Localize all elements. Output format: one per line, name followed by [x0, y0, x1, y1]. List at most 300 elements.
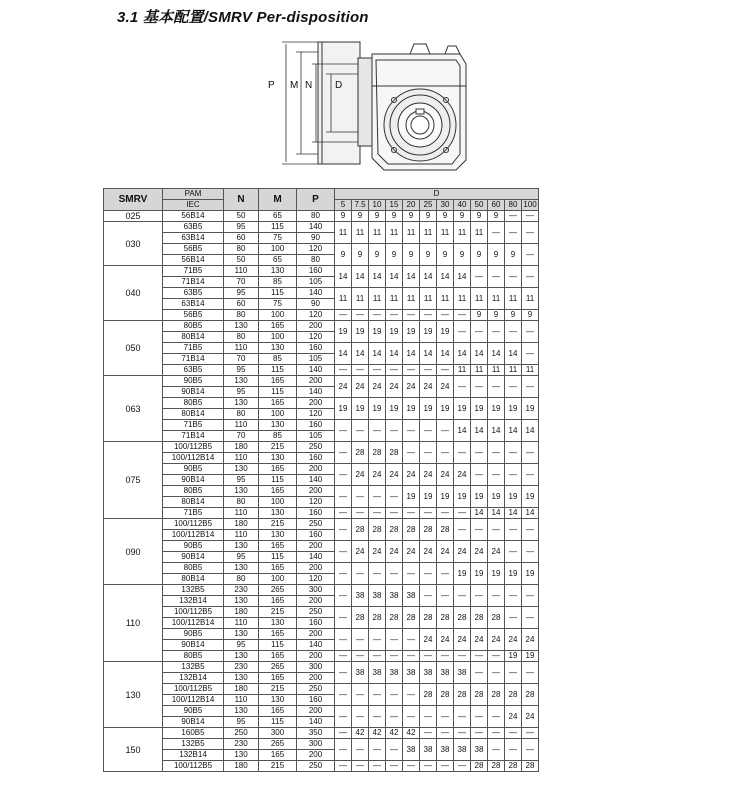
cell-d: 24 [454, 629, 471, 651]
cell-iec: 90B5 [163, 376, 224, 387]
cell-d: 11 [505, 288, 522, 310]
cell-d: 24 [420, 541, 437, 563]
cell-d: 24 [403, 541, 420, 563]
cell-iec: 80B14 [163, 574, 224, 585]
cell-n: 80 [224, 574, 259, 585]
cell-d: 9 [335, 211, 352, 222]
cell-d: 11 [403, 222, 420, 244]
cell-iec: 100/112B14 [163, 530, 224, 541]
cell-m: 265 [259, 662, 297, 673]
cell-d: 9 [403, 244, 420, 266]
cell-iec: 100/112B14 [163, 618, 224, 629]
cell-n: 95 [224, 640, 259, 651]
cell-p: 160 [297, 618, 335, 629]
cell-d: 11 [471, 365, 488, 376]
cell-d: 28 [352, 519, 369, 541]
cell-iec: 80B5 [163, 563, 224, 574]
cell-d: — [369, 706, 386, 728]
cell-d: 19 [403, 398, 420, 420]
cell-d: 9 [386, 211, 403, 222]
cell-d: — [369, 651, 386, 662]
cell-d: — [522, 464, 539, 486]
cell-d: 38 [369, 662, 386, 684]
cell-d: 9 [437, 244, 454, 266]
cell-d: — [437, 585, 454, 607]
cell-p: 140 [297, 717, 335, 728]
dim-label-p: P [268, 80, 275, 91]
cell-d: 19 [437, 398, 454, 420]
cell-iec: 71B5 [163, 420, 224, 431]
cell-n: 70 [224, 431, 259, 442]
cell-iec: 63B14 [163, 233, 224, 244]
cell-n: 130 [224, 673, 259, 684]
cell-d: 38 [386, 585, 403, 607]
table-row [104, 541, 539, 552]
cell-d: 19 [352, 398, 369, 420]
cell-p: 350 [297, 728, 335, 739]
header-ratio: 50 [471, 200, 488, 211]
cell-d: — [505, 662, 522, 684]
cell-iec: 132B14 [163, 673, 224, 684]
cell-d: 19 [403, 321, 420, 343]
cell-d: 9 [352, 244, 369, 266]
cell-d: — [522, 739, 539, 761]
cell-n: 80 [224, 310, 259, 321]
cell-p: 140 [297, 222, 335, 233]
cell-d: — [369, 310, 386, 321]
cell-d: — [505, 222, 522, 244]
cell-d: 24 [522, 629, 539, 651]
cell-d: 14 [471, 420, 488, 442]
cell-m: 265 [259, 585, 297, 596]
cell-d: — [369, 739, 386, 761]
cell-iec: 132B14 [163, 596, 224, 607]
cell-d: — [488, 519, 505, 541]
cell-d: — [335, 739, 352, 761]
cell-n: 130 [224, 706, 259, 717]
table-row [104, 376, 539, 387]
cell-p: 80 [297, 255, 335, 266]
cell-d: — [335, 519, 352, 541]
cell-d: — [403, 761, 420, 772]
table-row [104, 222, 539, 233]
cell-p: 140 [297, 640, 335, 651]
cell-d: — [335, 420, 352, 442]
cell-p: 200 [297, 750, 335, 761]
cell-n: 230 [224, 662, 259, 673]
cell-n: 130 [224, 486, 259, 497]
cell-d: — [437, 420, 454, 442]
cell-m: 65 [259, 255, 297, 266]
cell-d: — [522, 607, 539, 629]
cell-p: 300 [297, 739, 335, 750]
table-row [104, 629, 539, 640]
cell-d: — [488, 706, 505, 728]
cell-p: 250 [297, 442, 335, 453]
cell-p: 160 [297, 343, 335, 354]
cell-iec: 132B5 [163, 585, 224, 596]
cell-m: 130 [259, 695, 297, 706]
cell-p: 105 [297, 277, 335, 288]
cell-m: 215 [259, 519, 297, 530]
cell-m: 165 [259, 376, 297, 387]
cell-d: 14 [420, 266, 437, 288]
cell-d: 24 [505, 706, 522, 728]
cell-d: — [488, 376, 505, 398]
cell-p: 140 [297, 365, 335, 376]
cell-d: 28 [505, 761, 522, 772]
cell-d: — [437, 442, 454, 464]
cell-d: 14 [335, 343, 352, 365]
table-row [104, 343, 539, 354]
cell-d: 28 [420, 607, 437, 629]
header-ratio: 60 [488, 200, 505, 211]
cell-d: — [352, 651, 369, 662]
cell-d: — [335, 629, 352, 651]
cell-p: 120 [297, 332, 335, 343]
cell-iec: 63B5 [163, 365, 224, 376]
cell-d: 9 [335, 244, 352, 266]
cell-m: 85 [259, 354, 297, 365]
cell-d: — [454, 310, 471, 321]
cell-m: 300 [259, 728, 297, 739]
cell-d: 11 [386, 222, 403, 244]
cell-d: 24 [437, 376, 454, 398]
cell-p: 140 [297, 288, 335, 299]
cell-d: — [454, 728, 471, 739]
cell-d: — [420, 442, 437, 464]
cell-p: 200 [297, 541, 335, 552]
cell-p: 120 [297, 310, 335, 321]
cell-d: 11 [454, 365, 471, 376]
table-row [104, 519, 539, 530]
cell-iec: 90B14 [163, 552, 224, 563]
cell-d: 19 [335, 321, 352, 343]
cell-d: — [403, 684, 420, 706]
cell-d: — [335, 310, 352, 321]
cell-d: 9 [488, 211, 505, 222]
cell-n: 50 [224, 211, 259, 222]
cell-iec: 56B14 [163, 211, 224, 222]
cell-d: — [505, 739, 522, 761]
cell-d: 24 [386, 541, 403, 563]
cell-m: 65 [259, 211, 297, 222]
cell-iec: 160B5 [163, 728, 224, 739]
cell-d: 11 [386, 288, 403, 310]
cell-d: — [369, 761, 386, 772]
cell-d: 14 [386, 266, 403, 288]
cell-iec: 90B14 [163, 717, 224, 728]
cell-d: — [420, 585, 437, 607]
cell-d: 19 [335, 398, 352, 420]
cell-d: 38 [437, 662, 454, 684]
cell-d: — [335, 706, 352, 728]
cell-d: 11 [505, 365, 522, 376]
cell-d: 38 [403, 739, 420, 761]
cell-d: 14 [369, 266, 386, 288]
smrv-model: 025 [104, 211, 163, 222]
cell-n: 230 [224, 585, 259, 596]
cell-d: — [386, 761, 403, 772]
cell-n: 130 [224, 464, 259, 475]
header-iec: IEC [163, 200, 224, 211]
cell-d: — [471, 519, 488, 541]
cell-d: 28 [505, 684, 522, 706]
cell-p: 250 [297, 761, 335, 772]
cell-d: 9 [522, 310, 539, 321]
cell-d: — [522, 541, 539, 563]
cell-d: 19 [522, 486, 539, 508]
cell-n: 230 [224, 739, 259, 750]
cell-d: — [386, 486, 403, 508]
cell-d: 28 [420, 684, 437, 706]
cell-iec: 90B14 [163, 475, 224, 486]
header-ratio: 40 [454, 200, 471, 211]
cell-d: — [488, 739, 505, 761]
cell-d: — [437, 728, 454, 739]
cell-d: — [352, 563, 369, 585]
table-row [104, 706, 539, 717]
cell-m: 100 [259, 497, 297, 508]
cell-iec: 132B14 [163, 750, 224, 761]
cell-d: 14 [454, 343, 471, 365]
cell-d: 28 [437, 519, 454, 541]
cell-m: 130 [259, 618, 297, 629]
cell-m: 165 [259, 563, 297, 574]
cell-d: 24 [437, 464, 454, 486]
cell-d: — [488, 651, 505, 662]
cell-m: 100 [259, 574, 297, 585]
cell-d: 9 [488, 310, 505, 321]
dim-label-d: D [335, 80, 343, 91]
cell-d: 19 [522, 563, 539, 585]
cell-d: — [471, 266, 488, 288]
cell-d: 14 [420, 343, 437, 365]
table-row [104, 464, 539, 475]
cell-d: 11 [335, 288, 352, 310]
cell-d: — [403, 563, 420, 585]
table-row [104, 211, 539, 222]
header-ratio: 80 [505, 200, 522, 211]
cell-d: — [488, 222, 505, 244]
cell-m: 115 [259, 717, 297, 728]
cell-n: 95 [224, 365, 259, 376]
cell-d: 9 [369, 211, 386, 222]
cell-d: — [505, 464, 522, 486]
cell-p: 105 [297, 431, 335, 442]
cell-d: 19 [386, 321, 403, 343]
cell-m: 165 [259, 706, 297, 717]
header-ratio: 25 [420, 200, 437, 211]
table-row [104, 244, 539, 255]
table-row [104, 310, 539, 321]
cell-iec: 100/112B5 [163, 761, 224, 772]
cell-d: 11 [352, 288, 369, 310]
cell-iec: 80B5 [163, 651, 224, 662]
cell-d: — [335, 684, 352, 706]
cell-d: 19 [369, 398, 386, 420]
cell-d: 19 [352, 321, 369, 343]
cell-iec: 90B5 [163, 629, 224, 640]
cell-d: 11 [403, 288, 420, 310]
cell-d: 24 [352, 464, 369, 486]
cell-d: 38 [454, 739, 471, 761]
cell-d: 28 [522, 761, 539, 772]
cell-d: 11 [437, 222, 454, 244]
cell-d: — [335, 585, 352, 607]
cell-d: 14 [505, 420, 522, 442]
cell-d: — [454, 519, 471, 541]
cell-p: 90 [297, 233, 335, 244]
cell-n: 110 [224, 508, 259, 519]
cell-d: 24 [403, 464, 420, 486]
cell-d: 11 [335, 222, 352, 244]
cell-m: 130 [259, 453, 297, 464]
cell-d: — [505, 376, 522, 398]
cell-m: 215 [259, 761, 297, 772]
cell-d: — [437, 508, 454, 519]
smrv-model: 063 [104, 376, 163, 442]
cell-m: 165 [259, 464, 297, 475]
cell-d: — [471, 321, 488, 343]
cell-d: — [335, 651, 352, 662]
cell-d: 28 [352, 607, 369, 629]
cell-iec: 90B5 [163, 541, 224, 552]
cell-d: 11 [352, 222, 369, 244]
cell-n: 70 [224, 277, 259, 288]
table-row [104, 563, 539, 574]
cell-p: 160 [297, 530, 335, 541]
cell-d: — [369, 508, 386, 519]
cell-iec: 63B14 [163, 299, 224, 310]
cell-d: 24 [369, 376, 386, 398]
cell-iec: 71B14 [163, 354, 224, 365]
cell-d: — [505, 442, 522, 464]
cell-d: 28 [386, 607, 403, 629]
cell-iec: 71B14 [163, 431, 224, 442]
cell-d: — [386, 739, 403, 761]
smrv-model: 075 [104, 442, 163, 519]
cell-n: 180 [224, 607, 259, 618]
cell-d: 24 [505, 629, 522, 651]
cell-d: 24 [488, 629, 505, 651]
cell-p: 250 [297, 684, 335, 695]
cell-d: — [403, 310, 420, 321]
cell-d: 14 [471, 343, 488, 365]
cell-d: 19 [403, 486, 420, 508]
cell-m: 165 [259, 629, 297, 640]
cell-m: 265 [259, 739, 297, 750]
cell-d: — [369, 420, 386, 442]
cell-n: 95 [224, 552, 259, 563]
cell-d: 24 [454, 464, 471, 486]
cell-d: 9 [454, 211, 471, 222]
cell-d: — [335, 607, 352, 629]
cell-d: 28 [386, 519, 403, 541]
cell-d: — [352, 365, 369, 376]
cell-d: 24 [420, 464, 437, 486]
cell-n: 180 [224, 684, 259, 695]
cell-n: 110 [224, 266, 259, 277]
table-row [104, 321, 539, 332]
cell-d: — [352, 761, 369, 772]
cell-d: — [505, 266, 522, 288]
cell-d: 19 [369, 321, 386, 343]
cell-d: — [386, 651, 403, 662]
cell-d: — [369, 629, 386, 651]
cell-m: 115 [259, 552, 297, 563]
cell-n: 110 [224, 618, 259, 629]
cell-d: — [505, 541, 522, 563]
cell-p: 200 [297, 563, 335, 574]
header-smrv: SMRV [104, 189, 163, 211]
smrv-model: 150 [104, 728, 163, 772]
cell-d: 19 [386, 398, 403, 420]
cell-d: 42 [369, 728, 386, 739]
cell-d: — [403, 420, 420, 442]
cell-d: 19 [420, 398, 437, 420]
cell-p: 80 [297, 211, 335, 222]
cell-n: 130 [224, 651, 259, 662]
cell-d: 19 [454, 398, 471, 420]
header-ratio: 100 [523, 200, 537, 209]
cell-d: 9 [471, 310, 488, 321]
cell-p: 200 [297, 464, 335, 475]
cell-d: — [369, 684, 386, 706]
cell-d: 19 [471, 398, 488, 420]
cell-m: 165 [259, 651, 297, 662]
cell-n: 110 [224, 420, 259, 431]
table-row [104, 739, 539, 750]
cell-d: 9 [471, 244, 488, 266]
cell-iec: 80B14 [163, 497, 224, 508]
configuration-table [103, 188, 539, 772]
table-row [104, 486, 539, 497]
cell-d: — [369, 486, 386, 508]
cell-m: 165 [259, 486, 297, 497]
cell-iec: 71B5 [163, 266, 224, 277]
cell-m: 100 [259, 310, 297, 321]
cell-iec: 90B14 [163, 640, 224, 651]
cell-d: — [471, 376, 488, 398]
cell-iec: 132B5 [163, 662, 224, 673]
cell-d: — [335, 563, 352, 585]
cell-d: — [522, 343, 539, 365]
cell-d: 24 [352, 376, 369, 398]
cell-d: — [437, 310, 454, 321]
cell-d: — [335, 761, 352, 772]
cell-d: — [437, 706, 454, 728]
cell-d: 19 [471, 486, 488, 508]
cell-d: — [352, 420, 369, 442]
cell-n: 80 [224, 332, 259, 343]
cell-d: 38 [437, 739, 454, 761]
cell-d: — [454, 651, 471, 662]
cell-p: 250 [297, 519, 335, 530]
cell-m: 130 [259, 508, 297, 519]
cell-d: — [335, 508, 352, 519]
cell-m: 130 [259, 343, 297, 354]
cell-n: 80 [224, 244, 259, 255]
cell-d: 14 [403, 343, 420, 365]
cell-p: 200 [297, 376, 335, 387]
cell-m: 165 [259, 321, 297, 332]
cell-d: 9 [420, 244, 437, 266]
cell-d: 24 [522, 706, 539, 728]
cell-p: 140 [297, 387, 335, 398]
cell-d: — [454, 376, 471, 398]
header-p: P [297, 189, 335, 211]
